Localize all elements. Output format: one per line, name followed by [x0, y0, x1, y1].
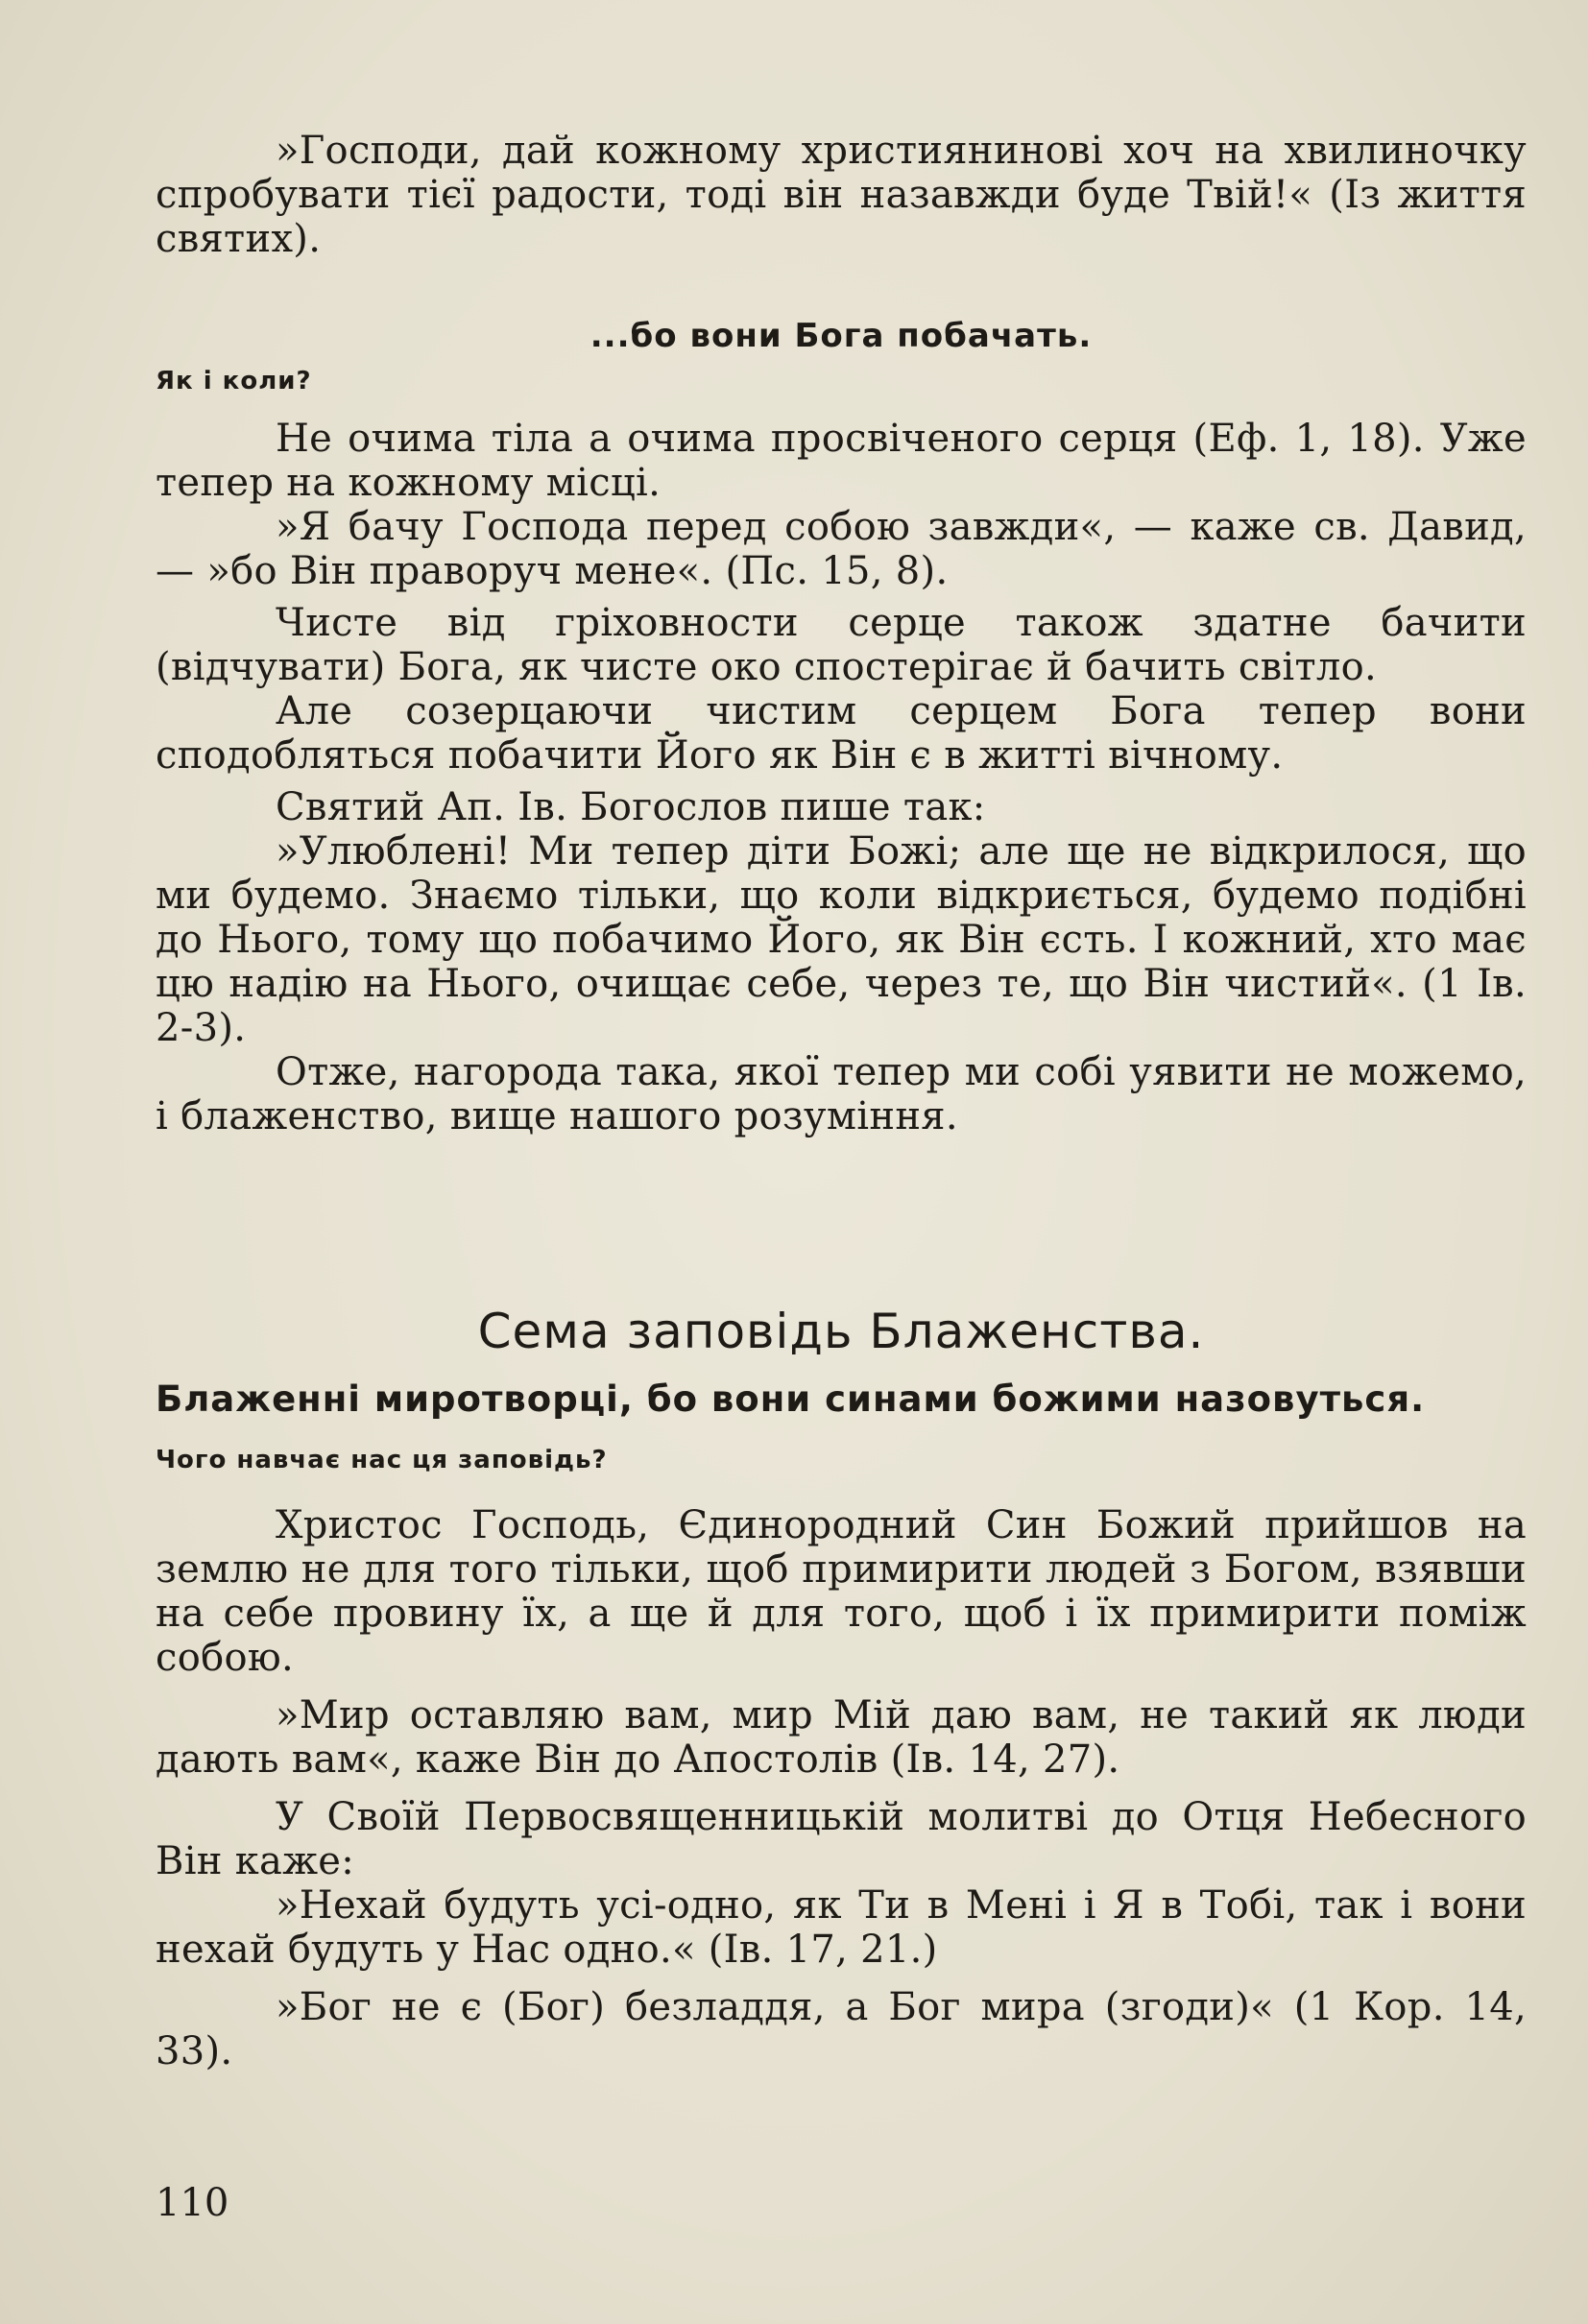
beatitude-text: Блаженні миротворці, бо вони синами божими назовуться. — [156, 1378, 1426, 1420]
paragraph: Але созерцаючи чистим серцем Бога тепер вони сподобляться побачити Його як Він є в житті вічному. — [156, 689, 1527, 778]
paragraph: Отже, нагорода така, якої тепер ми собі уявити не можемо, і блаженство, вище нашого розуміння. — [156, 1050, 1527, 1138]
beatitude-line-block — [156, 1378, 1527, 1420]
paragraph: У Своїй Первосвященницькій молитві до Отця Небесного Він каже: — [156, 1795, 1527, 1883]
paragraph: »Бог не є (Бог) безладдя, а Бог мира (згоди)« (1 Кор. 14, 33). — [156, 1985, 1527, 2073]
question-label: Чого навчає нас ця заповідь? — [156, 1446, 608, 1474]
section-heading: ...бо вони Бога побачать. — [589, 317, 1093, 355]
paragraph: Не очима тіла а очима просвіченого серця (Еф. 1, 18). Уже тепер на кожному місці. — [156, 417, 1527, 505]
opening-quote: »Господи, дай кожному християнинові хоч на хвилиночку спробувати тієї радости, тоді він назавжди буде Твій!« (Із життя святих). — [156, 129, 1527, 261]
section-title: Сема заповідь Блаженства. — [477, 1304, 1205, 1359]
section-seventh-body — [156, 1503, 1527, 2073]
section-seventh-question — [156, 1446, 1527, 1474]
section-see-god — [156, 317, 1527, 355]
paragraph: »Улюблені! Ми тепер діти Божі; але ще не відкрилося, що ми будемо. Знаємо тільки, що коли відкриється, будемо подібні до Нього, тому що побачимо Його, як Він єсть. І кожний, хто має цю надію на Нього, очищає себе, через те, що Він чистий«. (1 Ів. 2-3). — [156, 829, 1527, 1050]
paragraph: »Я бачу Господа перед собою завжди«, — каже св. Давид, — »бо Він праворуч мене«. (Пс. 15, 8). — [156, 505, 1527, 593]
page-footer — [156, 2181, 1527, 2225]
paragraph: Христос Господь, Єдинородний Син Божий прийшов на землю не для того тільки, щоб примирити людей з Богом, взявши на себе провину їх, а ще й для того, щоб і їх примирити поміж собою. — [156, 1503, 1527, 1680]
paragraph: »Нехай будуть усі-одно, як Ти в Мені і Я в Тобі, так і вони нехай будуть у Нас одно.« (Ів. 17, 21.) — [156, 1883, 1527, 1972]
paragraph: Чисте від гріховности серце також здатне бачити (відчувати) Бога, як чисте око спостерігає й бачить світло. — [156, 601, 1527, 689]
question-label: Як і коли? — [156, 367, 312, 395]
section-see-god-question — [156, 367, 1527, 395]
paragraph: »Мир оставляю вам, мир Мій даю вам, не такий як люди дають вам«, каже Він до Апостолів (Ів. 14, 27). — [156, 1693, 1527, 1782]
section-seventh-beatitude — [156, 1304, 1527, 1359]
section-see-god-body — [156, 417, 1527, 1138]
paragraph: Святий Ап. Ів. Богослов пише так: — [276, 785, 986, 829]
opening-quote-block — [156, 129, 1527, 261]
page-number: 110 — [156, 2181, 229, 2225]
